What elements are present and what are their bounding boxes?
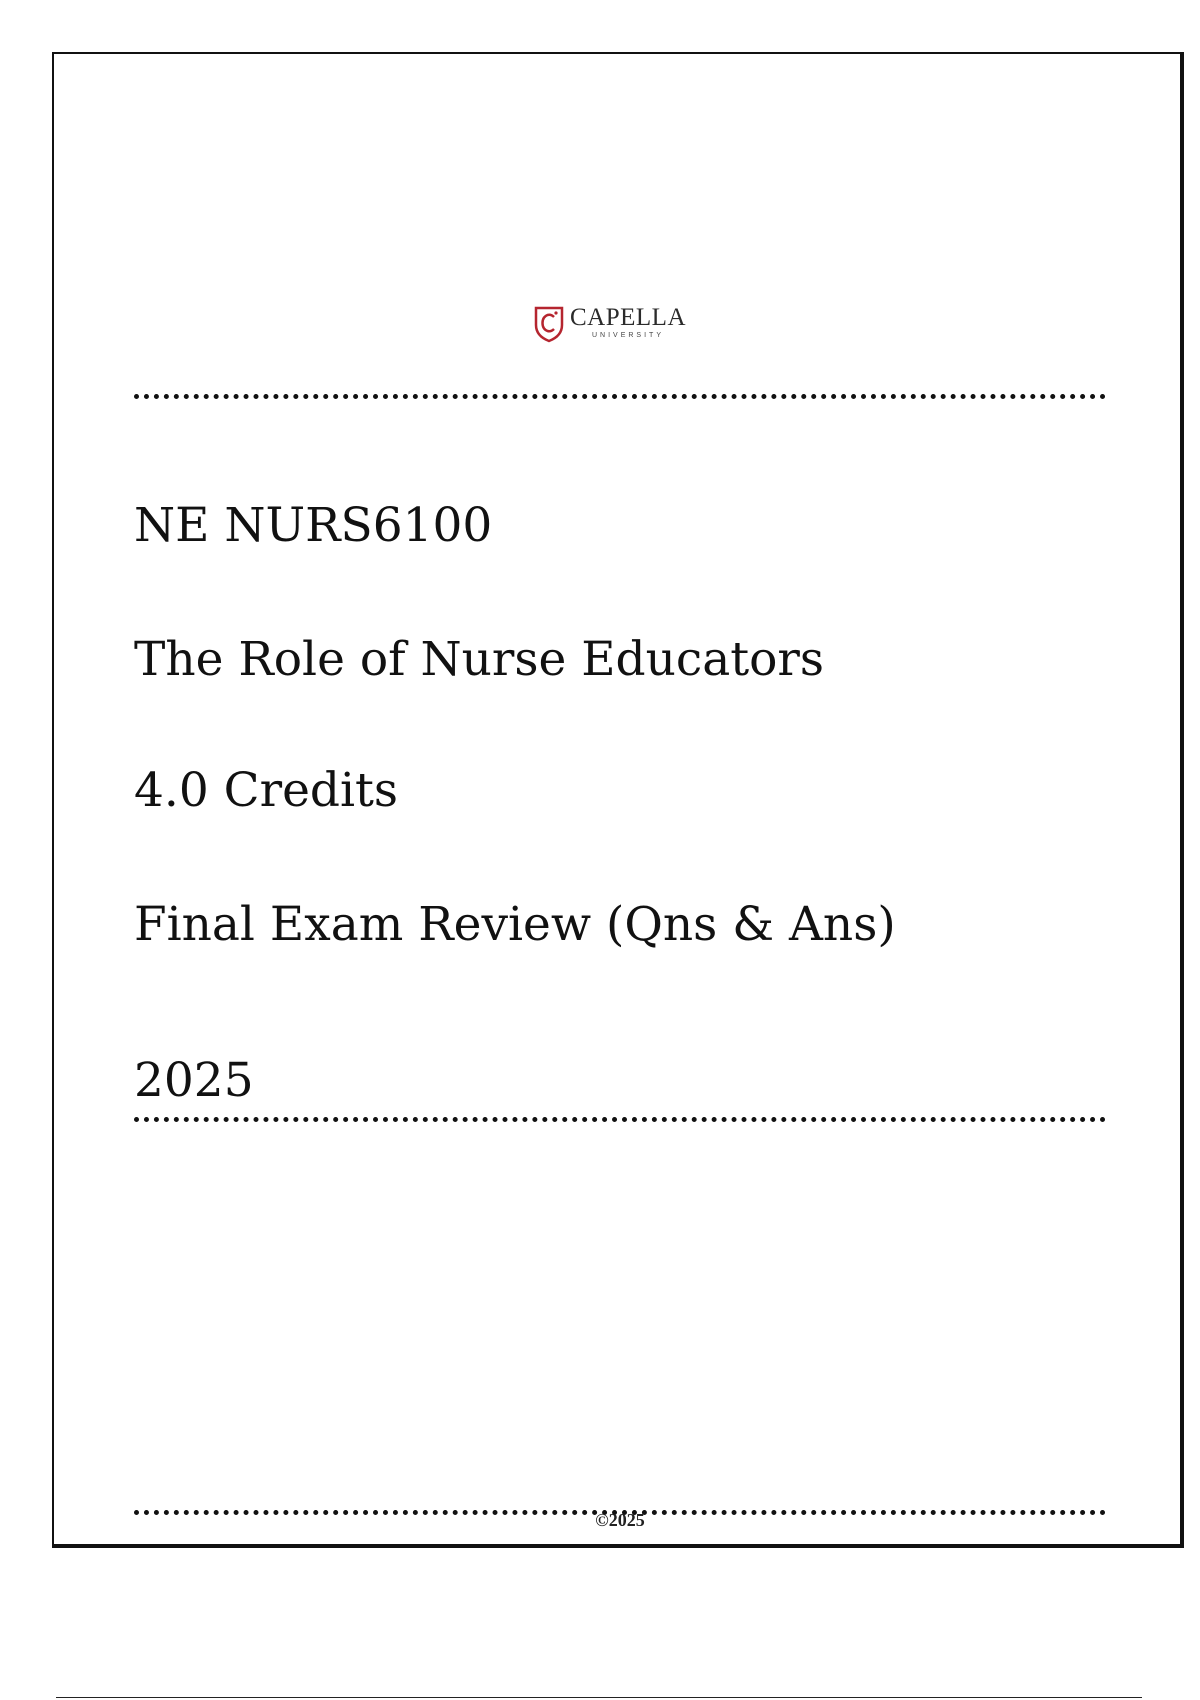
- logo-name: CAPELLA: [570, 304, 686, 331]
- shield-icon: [534, 305, 564, 343]
- exam-title: Final Exam Review (Qns & Ans): [134, 897, 896, 952]
- capella-university-logo: [534, 305, 686, 345]
- course-credits: 4.0 Credits: [134, 763, 399, 818]
- logo-subtitle: UNIVERSITY: [591, 332, 664, 339]
- course-code: NE NURS6100: [134, 498, 493, 553]
- dotted-divider-top: [134, 394, 1106, 399]
- copyright-notice: ©2025: [595, 1510, 645, 1530]
- exam-year: 2025: [134, 1053, 254, 1108]
- page-footer-rule: [56, 1697, 1142, 1698]
- dotted-divider-middle: [134, 1117, 1106, 1122]
- course-title: The Role of Nurse Educators: [134, 632, 824, 687]
